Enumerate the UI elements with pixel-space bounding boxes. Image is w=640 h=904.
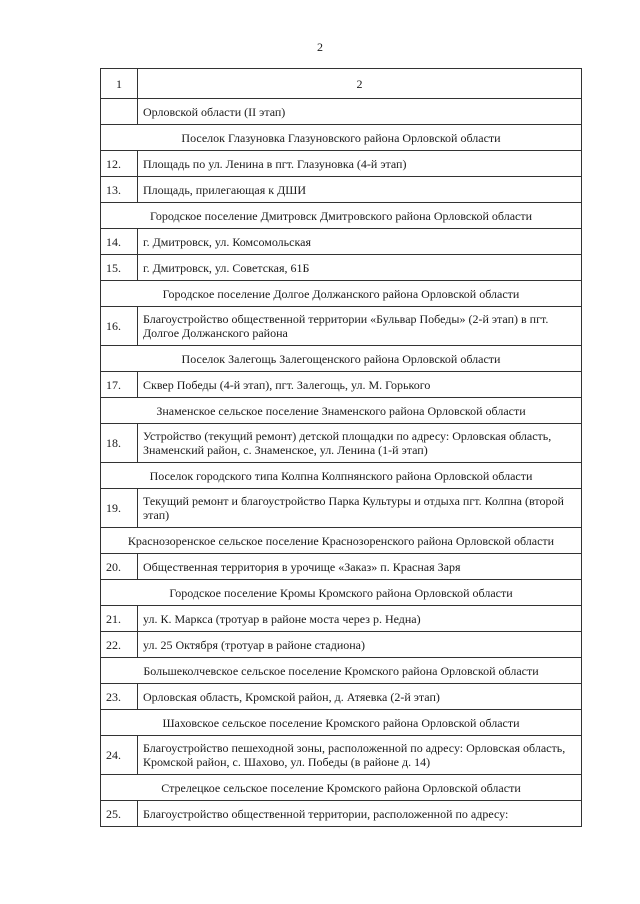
item-text: г. Дмитровск, ул. Советская, 61Б [138, 255, 582, 281]
section-heading: Городское поселение Кромы Кромского района Орловской области [101, 580, 582, 606]
item-number: 18. [101, 424, 138, 463]
section-row [101, 463, 582, 489]
section-heading: Городское поселение Дмитровск Дмитровского района Орловской области [101, 203, 582, 229]
item-number: 21. [101, 606, 138, 632]
item-number: 13. [101, 177, 138, 203]
item-number: 16. [101, 307, 138, 346]
table-header-row [101, 69, 582, 99]
item-number: 14. [101, 229, 138, 255]
item-number: 22. [101, 632, 138, 658]
item-number: 25. [101, 801, 138, 827]
table-row [101, 177, 582, 203]
item-text: Сквер Победы (4-й этап), пгт. Залегощь, ул. М. Горького [138, 372, 582, 398]
item-text: Площадь по ул. Ленина в пгт. Глазуновка (4-й этап) [138, 151, 582, 177]
header-col-2: 2 [138, 69, 582, 99]
section-row [101, 346, 582, 372]
section-row [101, 775, 582, 801]
table-row [101, 489, 582, 528]
section-row [101, 528, 582, 554]
item-number: 23. [101, 684, 138, 710]
continuation-row [101, 99, 582, 125]
item-text: г. Дмитровск, ул. Комсомольская [138, 229, 582, 255]
page-number: 2 [317, 40, 323, 54]
section-heading: Знаменское сельское поселение Знаменского района Орловской области [101, 398, 582, 424]
item-text: Общественная территория в урочище «Заказ» п. Красная Заря [138, 554, 582, 580]
item-text: Площадь, прилегающая к ДШИ [138, 177, 582, 203]
section-heading: Городское поселение Долгое Должанского района Орловской области [101, 281, 582, 307]
section-row [101, 658, 582, 684]
table-row [101, 736, 582, 775]
table-row [101, 255, 582, 281]
section-heading: Стрелецкое сельское поселение Кромского района Орловской области [101, 775, 582, 801]
header-col-1: 1 [101, 69, 138, 99]
table-row [101, 801, 582, 827]
item-number: 20. [101, 554, 138, 580]
table-row [101, 554, 582, 580]
item-number: 24. [101, 736, 138, 775]
item-text: Благоустройство общественной территории, расположенной по адресу: [138, 801, 582, 827]
section-heading: Краснозоренское сельское поселение Краснозоренского района Орловской области [101, 528, 582, 554]
table-row [101, 229, 582, 255]
section-heading: Большеколчевское сельское поселение Кромского района Орловской области [101, 658, 582, 684]
section-heading: Поселок Залегощь Залегощенского района Орловской области [101, 346, 582, 372]
section-heading: Поселок городского типа Колпна Колпнянского района Орловской области [101, 463, 582, 489]
section-row [101, 398, 582, 424]
section-row [101, 203, 582, 229]
section-heading: Шаховское сельское поселение Кромского района Орловской области [101, 710, 582, 736]
empty-number-cell [101, 99, 138, 125]
table-row [101, 372, 582, 398]
item-text: Благоустройство общественной территории «Бульвар Победы» (2-й этап) в пгт. Долгое Должанского района [138, 307, 582, 346]
item-number: 15. [101, 255, 138, 281]
table-row [101, 424, 582, 463]
section-row [101, 710, 582, 736]
item-text: ул. К. Маркса (тротуар в районе моста через р. Недна) [138, 606, 582, 632]
table-row [101, 684, 582, 710]
item-number: 17. [101, 372, 138, 398]
item-text: Благоустройство пешеходной зоны, расположенной по адресу: Орловская область, Кромской район, с. Шахово, ул. Победы (в районе д. 14) [138, 736, 582, 775]
territories-table [100, 68, 582, 827]
continuation-text: Орловской области (II этап) [138, 99, 582, 125]
table-row [101, 632, 582, 658]
item-text: Устройство (текущий ремонт) детской площадки по адресу: Орловская область, Знаменский район, с. Знаменское, ул. Ленина (1-й этап) [138, 424, 582, 463]
section-row [101, 580, 582, 606]
item-number: 19. [101, 489, 138, 528]
table-row [101, 151, 582, 177]
item-number: 12. [101, 151, 138, 177]
table-row [101, 307, 582, 346]
table-row [101, 606, 582, 632]
section-heading: Поселок Глазуновка Глазуновского района Орловской области [101, 125, 582, 151]
item-text: Орловская область, Кромской район, д. Атяевка (2-й этап) [138, 684, 582, 710]
section-row [101, 281, 582, 307]
item-text: ул. 25 Октября (тротуар в районе стадиона) [138, 632, 582, 658]
section-row [101, 125, 582, 151]
item-text: Текущий ремонт и благоустройство Парка Культуры и отдыха пгт. Колпна (второй этап) [138, 489, 582, 528]
